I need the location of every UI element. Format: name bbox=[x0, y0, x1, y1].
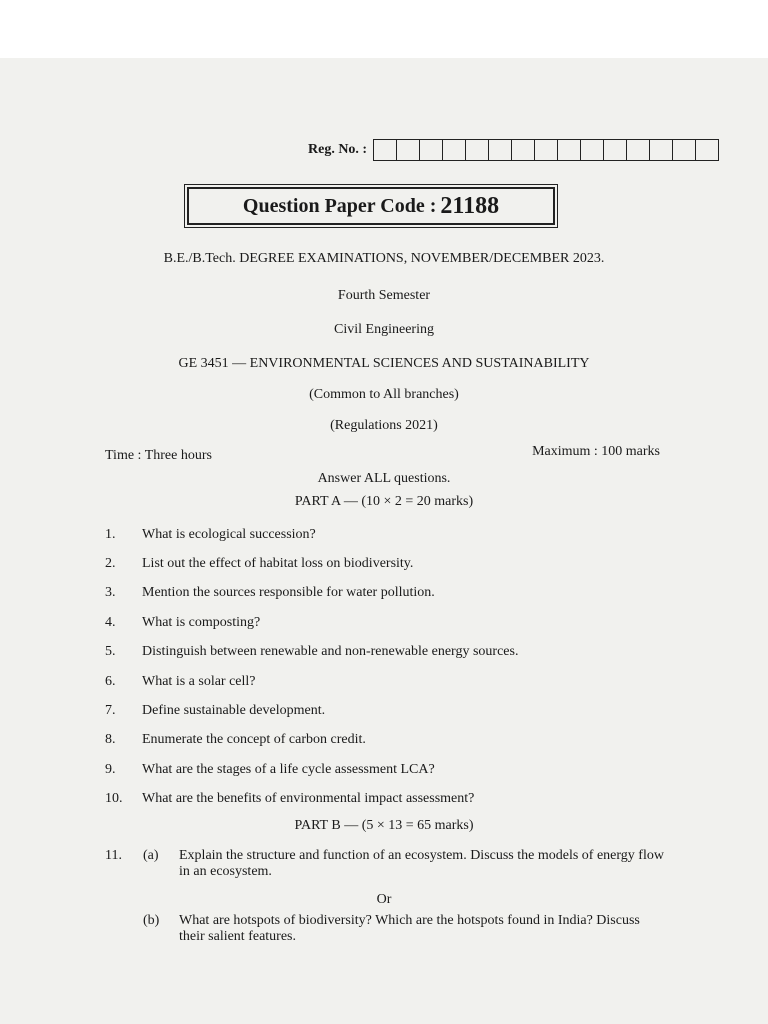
question-1: 1. What is ecological succession? bbox=[105, 527, 316, 542]
question-7: 7. Define sustainable development. bbox=[105, 703, 326, 718]
question-11b-text: What are hotspots of biodiversity? Which are the hotspots found in India? Discuss their salient features. bbox=[179, 913, 640, 944]
part-a-title: PART A — (10 × 2 = 20 marks) bbox=[294, 494, 474, 509]
common-note: (Common to All branches) bbox=[309, 387, 459, 402]
question-11a bbox=[105, 848, 685, 882]
reg-no-row bbox=[308, 139, 719, 161]
code-label: Question Paper Code : bbox=[242, 194, 437, 217]
exam-title: B.E./B.Tech. DEGREE EXAMINATIONS, NOVEMBER/DECEMBER 2023. bbox=[163, 251, 605, 266]
reg-no-boxes bbox=[373, 139, 719, 161]
course-title: GE 3451 — ENVIRONMENTAL SCIENCES AND SUSTAINABILITY bbox=[178, 356, 590, 371]
top-margin bbox=[0, 0, 768, 58]
question-6: 6. What is a solar cell? bbox=[105, 674, 256, 689]
or-separator: Or bbox=[376, 892, 392, 907]
time-allowed: Time : Three hours bbox=[105, 448, 212, 463]
question-11b bbox=[105, 913, 685, 947]
question-3: 3. Mention the sources responsible for water pollution. bbox=[105, 585, 435, 600]
question-11-number: 11. bbox=[105, 848, 122, 863]
question-10: 10. What are the benefits of environmental impact assessment? bbox=[105, 791, 475, 806]
question-11a-text: Explain the structure and function of an ecosystem. Discuss the models of energy flow in an ecosystem. bbox=[179, 848, 664, 879]
question-5: 5. Distinguish between renewable and non-renewable energy sources. bbox=[105, 644, 519, 659]
semester: Fourth Semester bbox=[337, 288, 431, 303]
part-b-title: PART B — (5 × 13 = 65 marks) bbox=[294, 818, 474, 833]
question-2: 2. List out the effect of habitat loss on biodiversity. bbox=[105, 556, 414, 571]
instruction: Answer ALL questions. bbox=[317, 471, 451, 486]
regulations: (Regulations 2021) bbox=[330, 418, 438, 433]
code-value: 21188 bbox=[440, 192, 500, 219]
option-b-label: (b) bbox=[143, 913, 160, 928]
option-a-label: (a) bbox=[143, 848, 159, 863]
question-paper-code-box bbox=[187, 187, 555, 225]
question-9: 9. What are the stages of a life cycle assessment LCA? bbox=[105, 762, 435, 777]
reg-no-label: Reg. No. : bbox=[308, 142, 368, 157]
question-4: 4. What is composting? bbox=[105, 615, 261, 630]
branch: Civil Engineering bbox=[334, 322, 434, 337]
maximum-marks: Maximum : 100 marks bbox=[532, 444, 660, 459]
question-8: 8. Enumerate the concept of carbon credit. bbox=[105, 732, 366, 747]
